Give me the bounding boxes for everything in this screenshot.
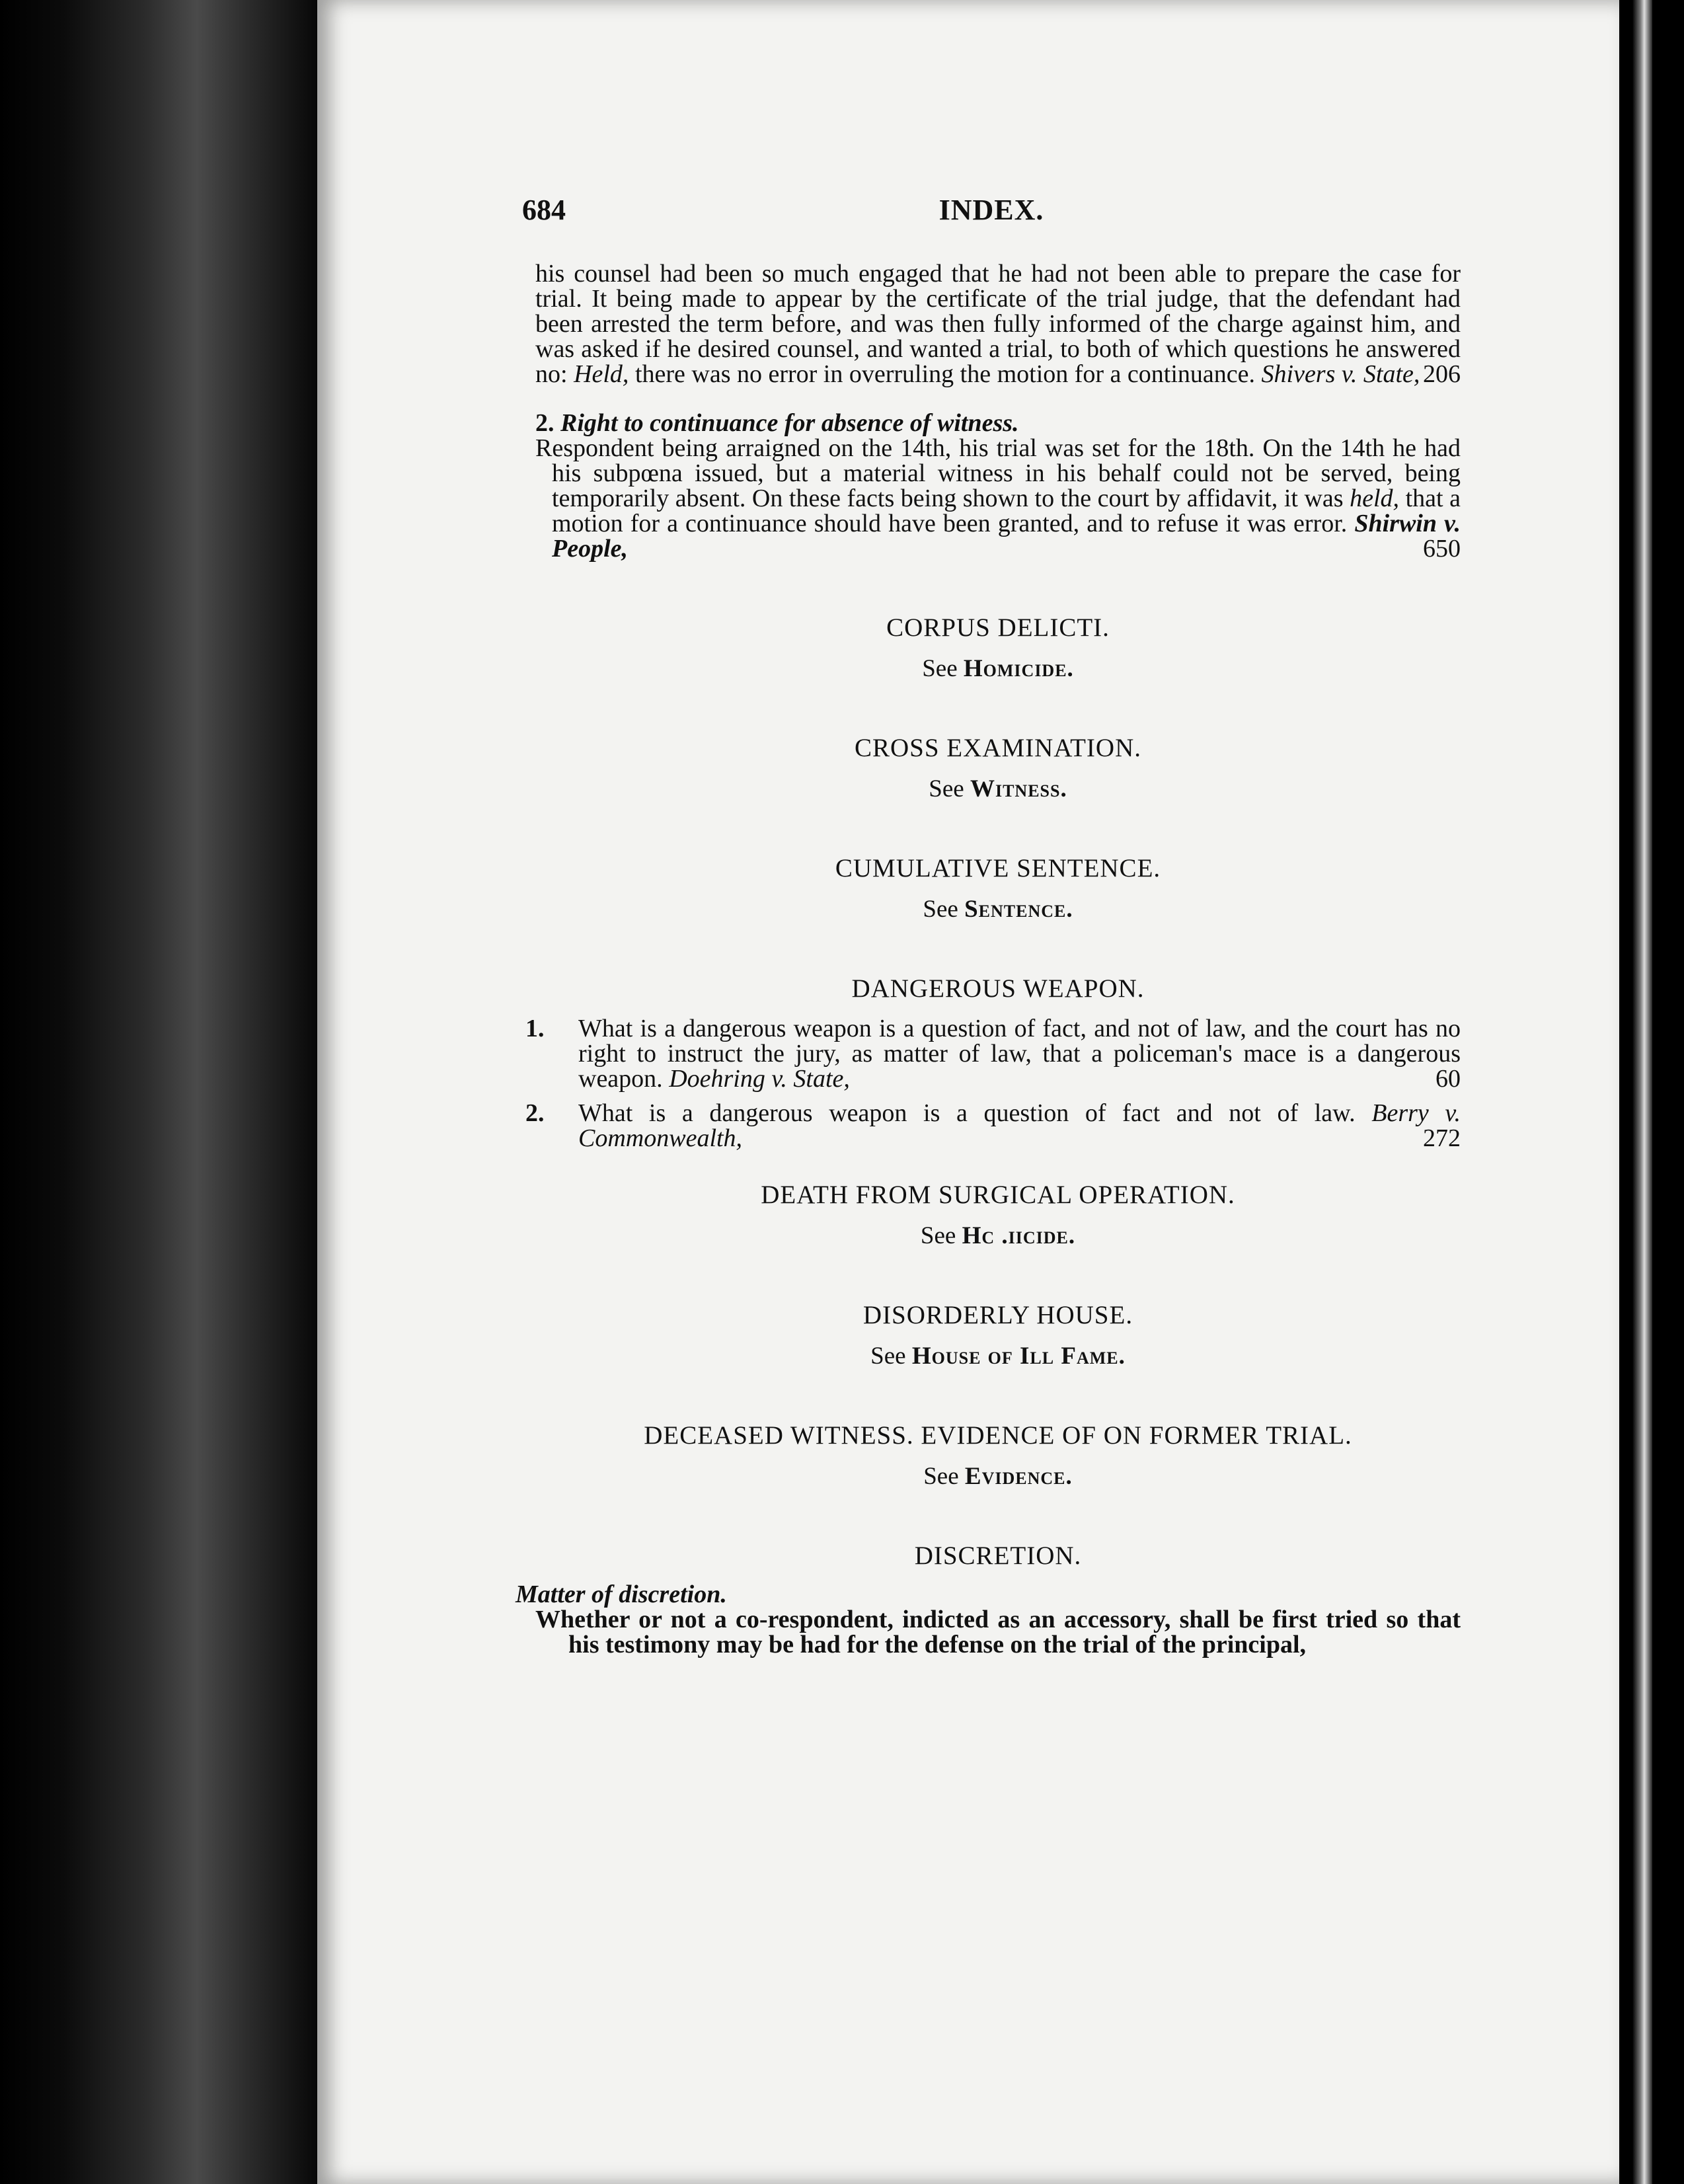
index-heading: DISORDERLY HOUSE. xyxy=(862,1301,1133,1329)
index-heading: DEATH FROM SURGICAL OPERATION. xyxy=(761,1181,1235,1209)
case-citation: Doehring v. State, xyxy=(669,1065,850,1093)
see-label: See xyxy=(923,1463,959,1490)
right-page-edge xyxy=(1619,0,1684,2184)
continuation-paragraph xyxy=(535,261,1461,387)
page-reference: 272 xyxy=(1423,1124,1461,1152)
numbered-entry xyxy=(525,1099,1461,1152)
see-reference xyxy=(535,1464,1461,1489)
see-label: See xyxy=(929,775,964,802)
numbered-entry xyxy=(525,1015,1461,1093)
index-heading: DANGEROUS WEAPON. xyxy=(851,974,1145,1003)
entry-text: What is a dangerous weapon is a question of fact and not of law. xyxy=(578,1099,1372,1127)
case-citation: Berry v. Commonwealth, xyxy=(578,1099,1461,1152)
subheading-text: Right to continuance for absence of witness. xyxy=(560,409,1019,437)
page-header xyxy=(522,193,1461,233)
index-heading: DISCRETION. xyxy=(914,1541,1082,1570)
held-term: Held, xyxy=(574,360,629,388)
entry-text: Respondent being arraigned on the 14th, his trial was set for the 18th. On the 14th he had his subpœna issued, but a material witness in his behalf could not be served, being temporarily absent. On these facts being shown to the court by affidavit, it was xyxy=(535,434,1461,512)
see-label: See xyxy=(922,655,958,682)
case-citation: Shirwin v. People, xyxy=(552,510,1461,563)
index-heading: CORPUS DELICTI. xyxy=(886,613,1110,642)
index-body xyxy=(516,260,1461,1658)
index-heading: DECEASED WITNESS. EVIDENCE OF ON FORMER TRIAL. xyxy=(644,1421,1352,1450)
see-label: See xyxy=(920,1222,956,1249)
page-reference: 206 xyxy=(1423,360,1461,388)
entry-text: What is a dangerous weapon is a question of fact, and not of law, and the court has no right to instruct the jury, as matter of law, that a policeman's mace is a dangerous weapon. xyxy=(578,1015,1461,1093)
cross-ref: Witness. xyxy=(970,775,1067,802)
entry-paragraph: Whether or not a co-respondent, indicted as an accessory, shall be first tried so that his testimony may be had for the defense on the trial of the principal, xyxy=(535,1606,1461,1658)
cross-ref: Homicide. xyxy=(963,655,1074,682)
entry-number: 1. xyxy=(525,1015,545,1042)
entry-number: 2. xyxy=(525,1099,545,1127)
subheading: Matter of discretion. xyxy=(516,1580,727,1608)
see-reference xyxy=(535,1224,1461,1249)
cross-ref: Sentence. xyxy=(964,896,1073,923)
subheading-number: 2. xyxy=(535,409,555,437)
continuation-text-2: there was no error in overruling the motion for a continuance. xyxy=(629,360,1262,388)
case-citation: Shivers v. State, xyxy=(1261,360,1420,388)
book-binding-shadow xyxy=(0,0,317,2184)
index-heading: CUMULATIVE SENTENCE. xyxy=(835,854,1161,882)
page-title: INDEX. xyxy=(938,194,1044,226)
see-reference xyxy=(535,897,1461,922)
continuation-text: his counsel had been so much engaged that he had not been able to prepare the case for trial. It being made to appear by the certificate of the trial judge, that the defendant had been arrested the term before, and was then fully informed of the charge against him, and was asked if he desired counsel, and wanted a trial, to both of which questions he answered no: xyxy=(535,260,1461,388)
subheading xyxy=(535,410,1461,436)
held-term: held, xyxy=(1350,485,1400,512)
page-reference: 650 xyxy=(1423,535,1461,563)
page-number: 684 xyxy=(522,194,566,226)
see-reference xyxy=(535,777,1461,802)
cross-ref: House of Ill Fame. xyxy=(911,1343,1126,1370)
see-label: See xyxy=(923,896,958,923)
cross-ref: Hc .iicide. xyxy=(962,1222,1076,1249)
see-reference xyxy=(535,656,1461,682)
page-reference: 60 xyxy=(1435,1065,1461,1093)
see-reference xyxy=(535,1344,1461,1369)
entry-text-2: that a motion for a continuance should have been granted, and to refuse it was error. xyxy=(552,485,1461,537)
cross-ref: Evidence. xyxy=(964,1463,1073,1490)
index-heading: CROSS EXAMINATION. xyxy=(854,734,1142,762)
entry-paragraph xyxy=(535,436,1461,561)
next-page-sliver xyxy=(1632,0,1652,2184)
see-label: See xyxy=(870,1343,906,1370)
